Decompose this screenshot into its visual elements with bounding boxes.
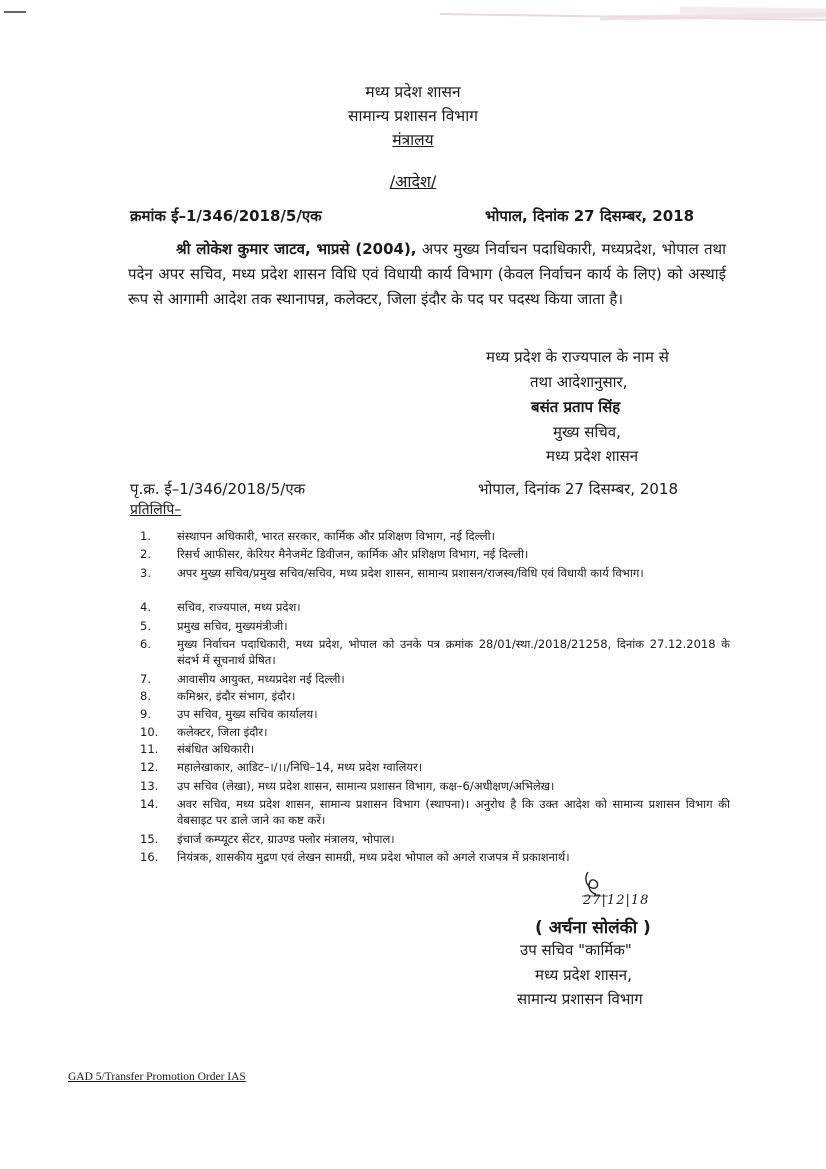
signatory2-designation: उप सचिव "कार्मिक" — [520, 941, 632, 959]
signatory1-line2: तथा आदेशानुसार, — [530, 373, 628, 391]
signatory1-office: मध्य प्रदेश शासन — [546, 447, 639, 465]
header-department: सामान्य प्रशासन विभाग — [348, 107, 478, 125]
signatory2-department: सामान्य प्रशासन विभाग — [517, 990, 643, 1008]
officer-name: श्री लोकेश कुमार जाटव, भाप्रसे (2004), — [176, 240, 417, 258]
signatory2-office: मध्य प्रदेश शासन, — [535, 966, 632, 984]
copy-list: 1. संस्थापन अधिकारी, भारत सरकार, कार्मिक और प्रशिक्षण विभाग, नई दिल्ली। 2. रिसर्च आफीसर, केरियर मैनेजमेंट डिवीजन, कार्मिक और प्रशिक्षण विभाग, नई दिल्ली। 3. अपर मुख्य सचिव/प्रमुख सचिव/सचिव, मध्य प्रदेश शासन, सामान्य प्रशासन/राजस्व/विधि एवं विधायी कार्य विभाग। 4. सचिव, राज्यपाल, मध्य प्रदेश। 5. प्रमुख सचिव, मुख्यमंत्रीजी। 6. मुख्य निर्वाचन पदाधिकारी, मध्य प्रदेश, भोपाल को उनके पत्र क्रमांक 28/01/स्था./2018/21258, दिनांक 27.12.2018 के संदर्भ में सूचनार्थ प्रेषित। 7. आवासीय आयुक्त, मध्यप्रदेश नई दिल्ली। 8. कमिश्नर, इंदौर संभाग, इंदौर। 9. उप सचिव, मुख्य सचिव कार्यालय। 10. कलेक्टर, जिला इंदौर। 11. संबंधित अधिकारी। 12. महालेखाकार, आडिट–।/।।/निधि–14, मध्य प्रदेश ग्वालियर। 13. उप सचिव (लेखा), मध्य प्रदेश शासन, सामान्य प्रशासन विभाग, कक्ष–6/अधीक्षण/अभिलेख। 14. अवर सचिव, मध्य प्रदेश शासन, सामान्य प्रशासन विभाग (स्थापना)। अनुरोध है कि उक्त आदेश को सामान्य प्रशासन विभाग की वेबसाइट पर डाले जाने का कष्ट करें। 15. इंचार्ज कम्प्यूटर सेंटर, ग्राउण्ड फ्लोर मंत्रालय, भोपाल। 16. नियंत्रक, शासकीय मुद्रण एवं लेखन सामग्री, मध्य प्रदेश भोपाल को अगले राजपत्र में प्रकाशनार्थ। — [140, 529, 730, 864]
order-title: /आदेश/ — [389, 172, 437, 191]
signature-date: 27|12|18 — [583, 893, 650, 908]
signatory2-name: ( अर्चना सोलंकी ) — [535, 918, 651, 938]
file-reference: GAD 5/Transfer Promotion Order IAS — [68, 1071, 246, 1083]
header-government: मध्य प्रदेश शासन — [365, 83, 461, 101]
order-date: भोपाल, दिनांक 27 दिसम्बर, 2018 — [485, 207, 695, 225]
signatory1-designation: मुख्य सचिव, — [553, 423, 621, 441]
signatory1-line1: मध्य प्रदेश के राज्यपाल के नाम से — [486, 348, 669, 366]
order-number: क्रमांक ई–1/346/2018/5/एक — [130, 207, 322, 225]
endorsement-number: पृ.क्र. ई–1/346/2018/5/एक — [130, 480, 306, 498]
signatory1-name: बसंत प्रताप सिंह — [531, 398, 621, 416]
header-ministry: मंत्रालय — [392, 131, 434, 149]
scan-noise — [0, 0, 826, 26]
order-body — [128, 237, 726, 311]
order-body-text: अपर मुख्य निर्वाचन पदाधिकारी, मध्यप्रदेश, भोपाल तथा पदेन अपर सचिव, मध्य प्रदेश शासन विधि एवं विधायी कार्य विभाग (केवल निर्वाचन कार्य के लिए) को अस्थाई रूप से आगामी आदेश तक स्थानापन्न, कलेक्टर, जिला इंदौर के पद पर पदस्थ किया जाता है। — [128, 240, 727, 308]
copy-label: प्रतिलिपि– — [130, 502, 182, 518]
endorsement-date: भोपाल, दिनांक 27 दिसम्बर, 2018 — [478, 480, 679, 498]
